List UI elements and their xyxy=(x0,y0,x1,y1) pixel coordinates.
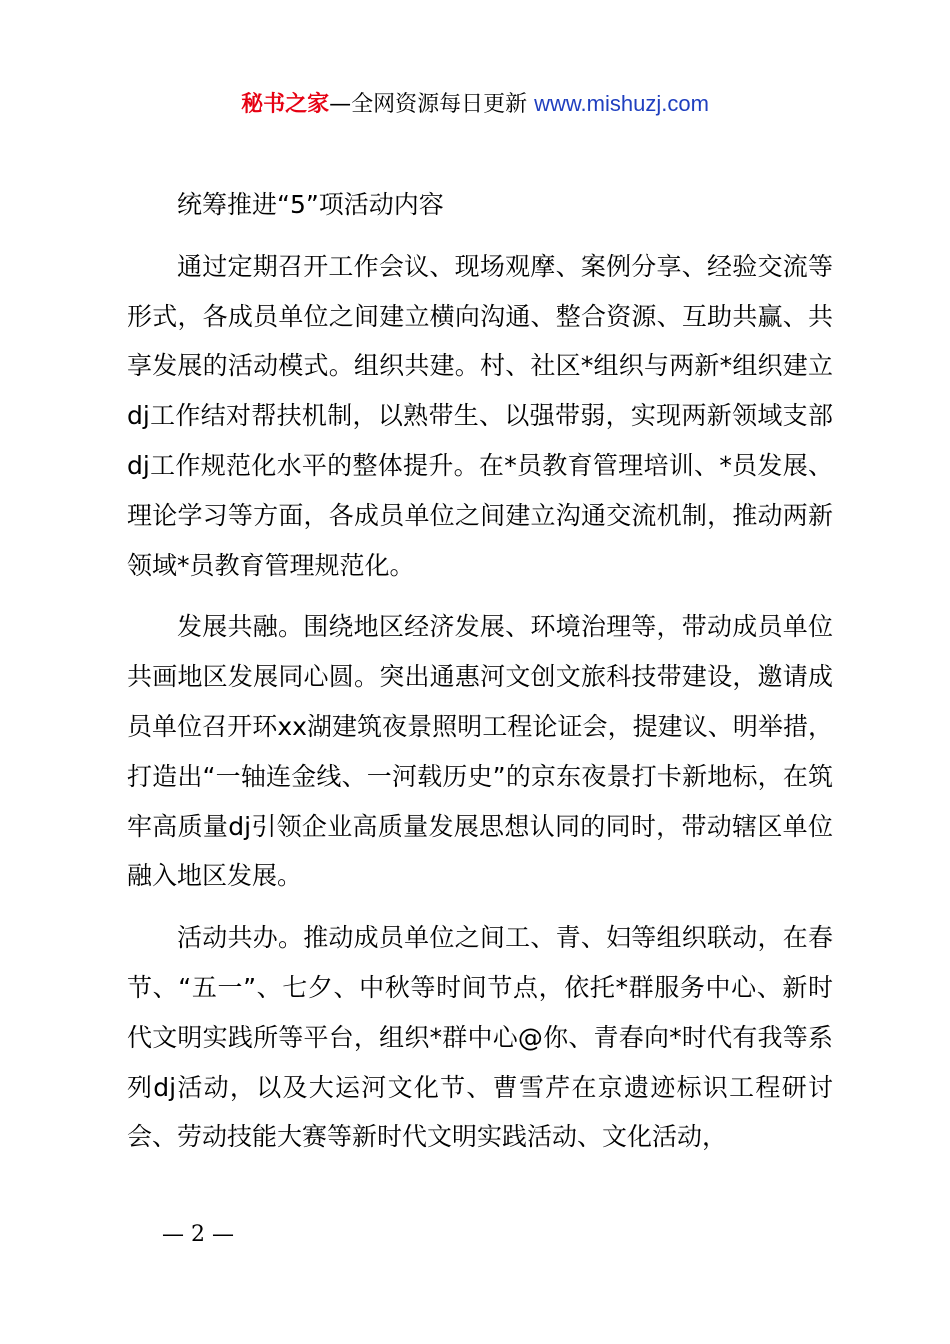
paragraph-3: 活动共办。推动成员单位之间工、青、妇等组织联动，在春节、“五一”、七夕、中秋等时间节点，依托*群服务中心、新时代文明实践所等平台，组织*群中心@你、青春向*时代有我等系列dj活动，以及大运河文化节、曹雪芹在京遗迹标识工程研讨会、劳动技能大赛等新时代文明实践活动、文化活动， xyxy=(127,923,833,1152)
header-url[interactable]: www.mishuzj.com xyxy=(534,91,709,116)
paragraph-1: 通过定期召开工作会议、现场观摩、案例分享、经验交流等形式，各成员单位之间建立横向沟通、整合资源、互助共赢、共享发展的活动模式。组织共建。村、社区*组织与两新*组织建立dj工作结对帮扶机制，以熟带生、以强带弱，实现两新领域支部dj工作规范化水平的整体提升。在*员教育管理培训、*员发展、理论学习等方面，各成员单位之间建立沟通交流机制，推动两新领域*员教育管理规范化。 xyxy=(127,251,833,580)
paragraph-2: 发展共融。围绕地区经济发展、环境治理等，带动成员单位共画地区发展同心圆。突出通惠河文创文旅科技带建设，邀请成员单位召开环xx湖建筑夜景照明工程论证会，提建议、明举措，打造出“一轴连金线、一河载历史”的京东夜景打卡新地标，在筑牢高质量dj引领企业高质量发展思想认同的同时，带动辖区单位融入地区发展。 xyxy=(127,612,833,891)
header-brand: 秘书之家 xyxy=(241,92,330,117)
header-tagline: —全网资源每日更新 xyxy=(329,92,535,117)
document-body xyxy=(127,180,833,1162)
document-title: 统筹推进“5”项活动内容 xyxy=(177,190,444,219)
site-header xyxy=(0,88,950,121)
page-number: — 2 — xyxy=(162,1222,234,1247)
